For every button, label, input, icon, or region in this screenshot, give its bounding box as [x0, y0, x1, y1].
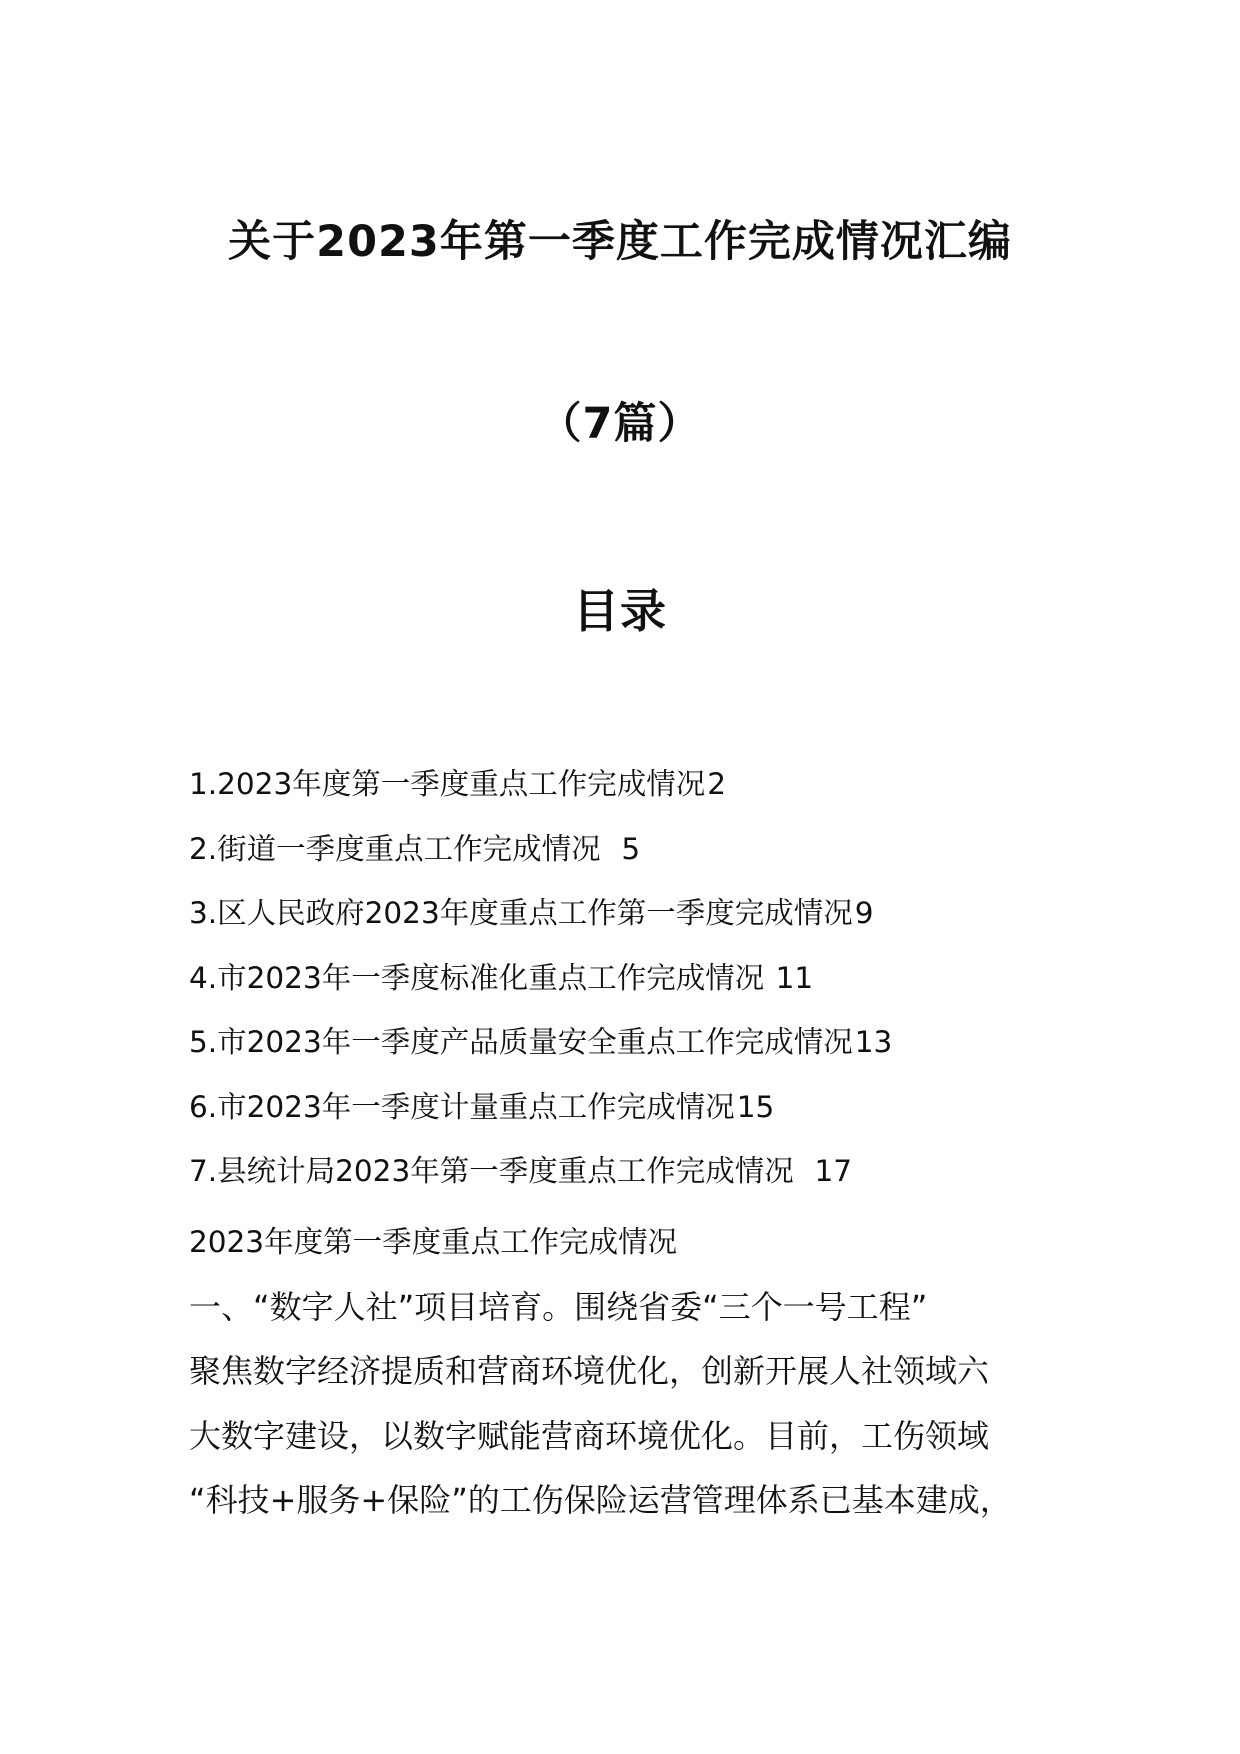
- toc-item[interactable]: [189, 1018, 1089, 1083]
- toc-item-page: 17: [795, 1154, 853, 1188]
- toc-item-label: 5.市2023年一季度产品质量安全重点工作完成情况: [189, 1025, 853, 1059]
- toc-item-label: 7.县统计局2023年第一季度重点工作完成情况: [189, 1154, 794, 1188]
- toc-item[interactable]: [189, 760, 1089, 825]
- toc-item[interactable]: [189, 1147, 1089, 1212]
- toc-item-page: 9: [854, 896, 874, 930]
- toc-item-label: 1.2023年度第一季度重点工作完成情况: [189, 767, 706, 801]
- body-paragraph-line: “科技+服务+保险”的工伤保险运营管理体系已基本建成，: [189, 1481, 1012, 1519]
- toc-item[interactable]: [189, 1083, 1089, 1148]
- toc-item-page: 11: [766, 960, 814, 995]
- toc-item-label: 6.市2023年一季度计量重点工作完成情况: [189, 1089, 735, 1124]
- toc-item-label: 3.区人民政府2023年度重点工作第一季度完成情况: [189, 896, 853, 930]
- toc-item[interactable]: [189, 825, 1089, 890]
- section-heading: 2023年度第一季度重点工作完成情况: [189, 1225, 678, 1259]
- toc-item[interactable]: [189, 889, 1089, 954]
- toc-item-label: 4.市2023年一季度标准化重点工作完成情况: [189, 960, 765, 995]
- body-section: [189, 1218, 1089, 1541]
- body-paragraph-line: 大数字建设，以数字赋能营商环境优化。目前，工伤领域: [189, 1416, 990, 1455]
- toc-item-page: 15: [736, 1089, 775, 1124]
- document-title: 关于2023年第一季度工作完成情况汇编: [228, 217, 1012, 267]
- toc-item[interactable]: [189, 954, 1089, 1019]
- toc-item-page: 2: [707, 767, 727, 801]
- document-subtitle: （7篇）: [538, 399, 702, 449]
- toc-item-page: 13: [854, 1025, 893, 1059]
- body-paragraph-line: 一、“数字人社”项目培育。围绕省委“三个一号工程”: [189, 1287, 928, 1326]
- toc-heading: 目录: [573, 584, 667, 638]
- table-of-contents: [189, 760, 1089, 1212]
- toc-item-label: 2.街道一季度重点工作完成情况: [189, 831, 601, 866]
- body-paragraph-line: 聚焦数字经济提质和营商环境优化，创新开展人社领域六: [189, 1352, 990, 1390]
- toc-item-page: 5: [602, 831, 641, 866]
